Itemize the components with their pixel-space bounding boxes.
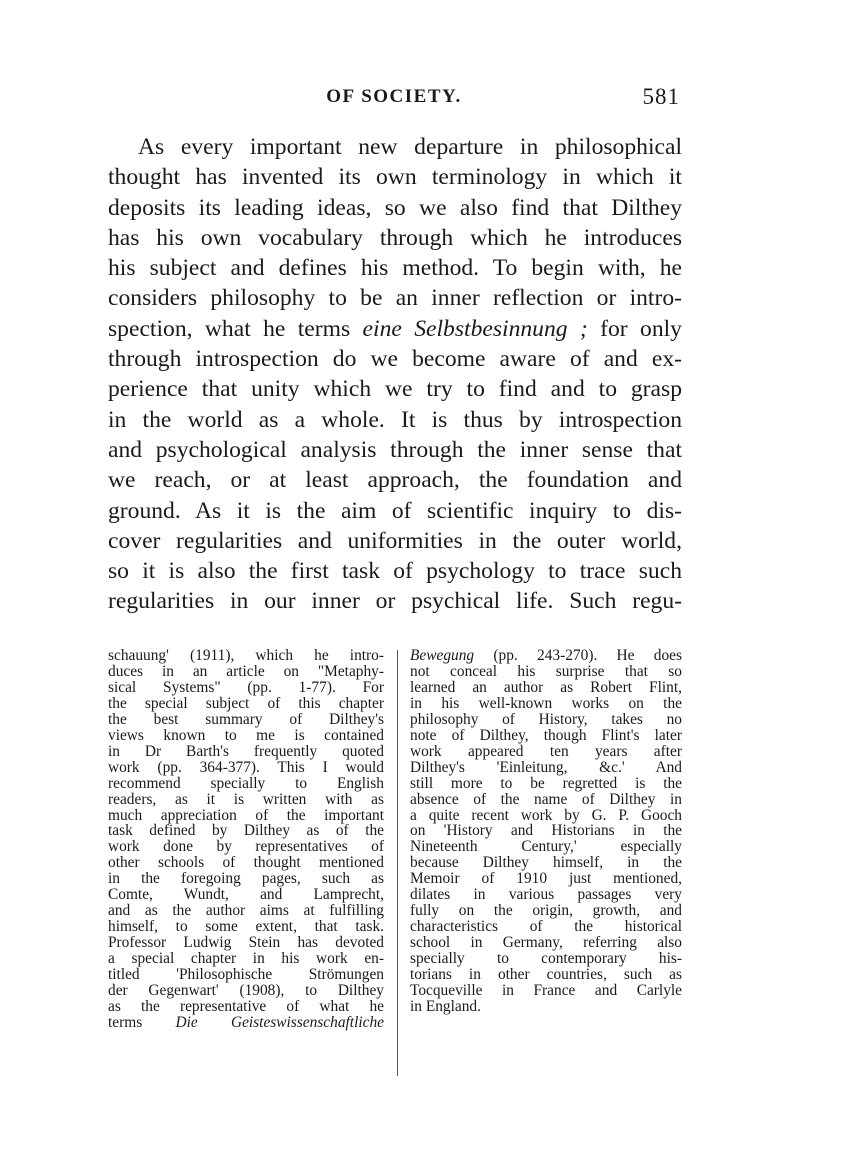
footnote-line: still more to be regretted is the [410,774,682,792]
text-line: so it is also the first task of psychology to trace such [108,558,682,585]
page-number: 581 [642,84,680,109]
text-line: in the world as a whole. It is thus by introspection [108,406,682,433]
footnote-line: note of Dilthey, though Flint's later [410,726,682,744]
page-header [108,84,680,114]
text-line: deposits its leading ideas, so we also find that Dilthey [108,194,682,221]
footnote-line: schauung' (1911), which he intro- [108,647,384,664]
footnote-line: absence of the name of Dilthey in [410,790,682,808]
footnote-line: titled 'Philosophische Strömungen [108,966,384,984]
footnote-line: torians in other countries, such as [410,966,682,984]
text-segment: spection, what he terms [108,315,351,342]
italic-term: Bewegung [410,647,475,664]
footnote-line: in Dr Barth's frequently quoted [108,742,384,760]
footnote-line: not conceal his surprise that so [410,662,682,680]
text-line: considers philosophy to be an inner reflection or intro- [108,285,682,312]
main-text-paragraph [108,132,682,617]
text-segment: for only [600,315,682,342]
footnote-line: himself, to some extent, that task. [108,918,384,936]
footnote-line: philosophy of History, takes no [410,710,682,728]
footnote-line: recommend specially to English [108,774,384,792]
text-line: we reach, or at least approach, the foundation and [108,467,682,494]
footnote-line: the special subject of this chapter [108,694,384,712]
footnote-line: and as the author aims at fulfilling [108,902,384,920]
running-head: OF SOCIETY. [326,86,462,107]
italic-term: Die Geisteswissenschaftliche [175,1013,384,1031]
text-line: has his own vocabulary through which he introduces [108,224,682,251]
footnote-line: the best summary of Dilthey's [108,710,384,728]
footnote-line: readers, as it is written with as [108,790,384,808]
footnote-left-column [108,648,384,1031]
footnote-line: in his well-known works on the [410,694,682,712]
column-divider [397,650,398,1076]
footnote-line: fully on the origin, growth, and [410,902,682,920]
text-line [108,314,682,344]
footnote-line: task defined by Dilthey as of the [108,822,384,840]
footnote-line: work done by representatives of [108,838,384,856]
footnote-line: Professor Ludwig Stein has devoted [108,934,384,952]
footnote-line: Tocqueville in France and Carlyle [410,982,682,1000]
footnote-line: work (pp. 364-377). This I would [108,758,384,776]
footnote-line: specially to contemporary his- [410,950,682,968]
footnote-line: school in Germany, referring also [410,934,682,952]
footnote-line: as the representative of what he [108,997,384,1015]
footnote-line: learned an author as Robert Flint, [410,678,682,696]
footnote-line: Dilthey's 'Einleitung, &c.' And [410,758,682,776]
footnote-line: der Gegenwart' (1908), to Dilthey [108,982,384,1000]
footnote-line: a quite recent work by G. P. Gooch [410,806,682,824]
footnote-line: dilates in various passages very [410,886,682,904]
footnote-line: in England. [410,997,481,1015]
footnote-line: views known to me is contained [108,726,384,744]
text-line: cover regularities and uniformities in the outer world, [108,527,682,554]
footnote-line: sical Systems" (pp. 1-77). For [108,678,384,696]
footnote-line: Comte, Wundt, and Lamprecht, [108,886,384,904]
footnote-line: Memoir of 1910 just mentioned, [410,870,682,888]
footnote-line [410,648,682,664]
footnote-line: a special chapter in his work en- [108,950,384,968]
footnote-line: because Dilthey himself, in the [410,854,682,872]
text-line: As every important new departure in philosophical [138,134,682,160]
footnote-line: characteristics of the historical [410,918,682,936]
italic-term: eine Selbstbesinnung ; [362,315,588,342]
footnote-right-column [410,648,682,1015]
footnote-line: other schools of thought mentioned [108,854,384,872]
text-line: and psychological analysis through the inner sense that [108,436,682,463]
footnote-line: much appreciation of the important [108,806,384,824]
text-line: thought has invented its own terminology in which it [108,164,682,191]
text-line: perience that unity which we try to find and to grasp [108,376,682,403]
text-line: through introspection do we become aware of and ex- [108,346,682,373]
footnotes [108,648,682,1078]
footnote-line: duces in an article on "Metaphy- [108,662,384,680]
footnote-line: on 'History and Historians in the [410,822,682,840]
footnote-line: Nineteenth Century,' especially [410,838,682,856]
text-segment: terms [108,1013,143,1031]
text-segment: (pp. 243-270). He does [493,647,682,664]
text-line: ground. As it is the aim of scientific inquiry to dis- [108,497,682,524]
footnote-line: work appeared ten years after [410,742,682,760]
text-line: his subject and defines his method. To begin with, he [108,255,682,282]
footnote-line [108,1015,384,1031]
text-line: regularities in our inner or psychical life. Such regu- [108,588,682,615]
footnote-line: in the foregoing pages, such as [108,870,384,888]
